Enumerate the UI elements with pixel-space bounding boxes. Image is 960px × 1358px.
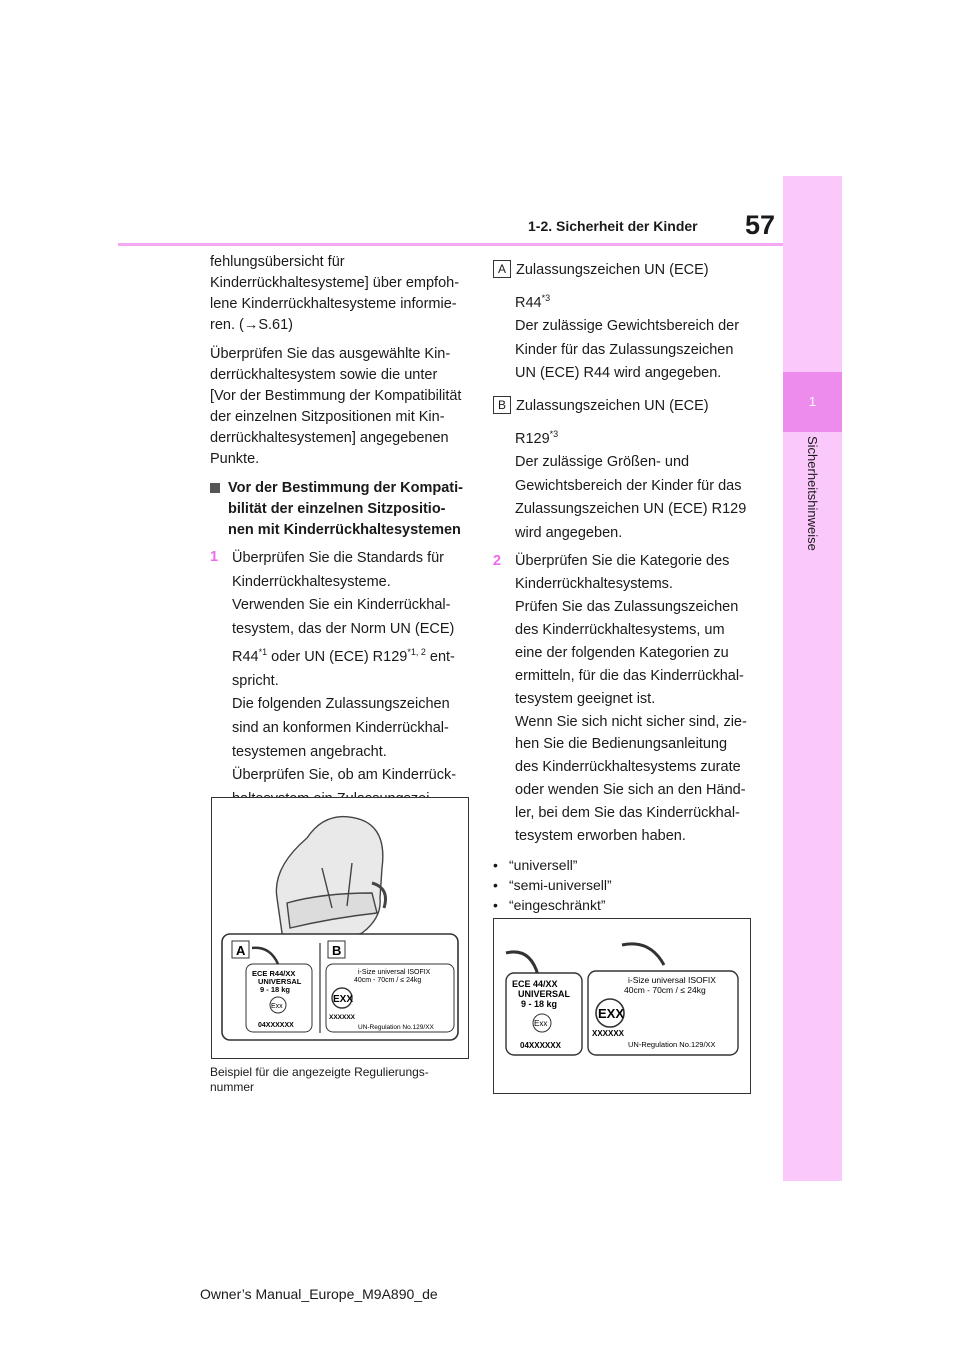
text-line: des Kinderrückhaltesystems zurate bbox=[515, 759, 741, 776]
text-line: Kinderrückhaltesysteme] über empfoh- bbox=[210, 275, 460, 291]
marker-b: B bbox=[332, 943, 342, 958]
r44-label-line: 9 - 18 kg bbox=[260, 985, 291, 994]
marker-a: A bbox=[493, 260, 511, 278]
child-seat-illustration bbox=[212, 798, 468, 1058]
text-line: Beispiel für die angezeigte Regulierungs- bbox=[210, 1065, 429, 1079]
labels-figure bbox=[493, 918, 751, 1094]
list-item: • “eingeschränkt” bbox=[493, 896, 606, 913]
isize-label-line: i-Size universal ISOFIX bbox=[358, 969, 431, 976]
text-line: R44$^{*3}$ bbox=[515, 293, 551, 311]
text-line: spricht. bbox=[232, 672, 279, 689]
section-title: 1-2. Sicherheit der Kinder bbox=[528, 218, 698, 234]
text-line: R44$^{*1}$ oder UN (ECE) R129$^{*1, 2}$ ent- bbox=[232, 647, 455, 666]
r44-label-line: UNIVERSAL bbox=[518, 989, 571, 999]
child-seat-figure bbox=[211, 797, 469, 1059]
paragraph-intro bbox=[210, 252, 475, 336]
text-line: Der zulässige Gewichtsbereich der bbox=[515, 318, 740, 335]
text-line: sind an konformen Kinderrückhal- bbox=[232, 719, 449, 736]
isize-label-line: i-Size universal ISOFIX bbox=[628, 975, 716, 985]
exx-mark: Exx bbox=[271, 1003, 283, 1010]
text-line: derrückhaltesystemen] angegebenen bbox=[210, 430, 449, 446]
text-line: des Kinderrückhaltesystems, um bbox=[515, 621, 725, 638]
step-number: 1 bbox=[210, 549, 219, 565]
chapter-label-text: Sicherheitshinweise bbox=[805, 436, 820, 551]
text-line: Zulassungszeichen UN (ECE) bbox=[516, 397, 709, 414]
text-line: Überprüfen Sie die Standards für bbox=[232, 550, 444, 566]
footnote-ref: *3 bbox=[549, 428, 559, 439]
page-reference-link[interactable]: ren. (→S.61) bbox=[210, 317, 293, 333]
figure-caption bbox=[210, 1065, 470, 1095]
text-line: ler, bei dem Sie das Kinderrückhal- bbox=[515, 805, 740, 822]
exx-mark: Exx bbox=[534, 1019, 548, 1028]
text-line: Kinderrückhaltesystems. bbox=[515, 576, 673, 593]
paragraph-check bbox=[210, 344, 475, 470]
text-line: fehlungsübersicht für bbox=[210, 254, 345, 270]
item-a-body bbox=[493, 287, 758, 386]
item-b-body bbox=[493, 423, 758, 545]
text-line: nen mit Kinderrückhaltesystemen bbox=[228, 522, 461, 538]
isize-number: XXXXXX bbox=[329, 1014, 356, 1021]
text-line: R129$^{*3}$ bbox=[515, 428, 559, 447]
text-line: Zulassungszeichen UN (ECE) bbox=[516, 262, 709, 278]
isize-number: XXXXXX bbox=[592, 1029, 625, 1038]
r44-label-line: ECE 44/XX bbox=[512, 979, 558, 989]
right-column bbox=[493, 260, 758, 935]
isize-regulation: UN-Regulation No.129/XX bbox=[358, 1024, 434, 1031]
text-line: UN (ECE) R44 wird angegeben. bbox=[515, 365, 722, 382]
page-number: 57 bbox=[745, 210, 776, 240]
text-line: Überprüfen Sie, ob am Kinderrück- bbox=[232, 767, 457, 784]
footer-text: Owner’s Manual_Europe_M9A890_de bbox=[200, 1286, 438, 1302]
exx-mark: EXX bbox=[333, 994, 354, 1005]
step-2 bbox=[493, 551, 758, 849]
text-line: derrückhaltesystem sowie die unter bbox=[210, 367, 438, 383]
r44-number: 04XXXXXX bbox=[520, 1041, 561, 1050]
list-item: • “semi-universell” bbox=[493, 876, 612, 893]
item-b-title bbox=[493, 396, 758, 417]
item-a-title bbox=[493, 260, 758, 281]
text-line: Überprüfen Sie die Kategorie des bbox=[515, 553, 730, 570]
text-line: [Vor der Bestimmung der Kompatibilität bbox=[210, 388, 462, 404]
text-line: wird angegeben. bbox=[515, 524, 623, 541]
r44-label-line: ECE R44/XX bbox=[252, 969, 296, 978]
text-line: der einzelnen Sitzpositionen mit Kin- bbox=[210, 409, 445, 425]
isize-label-line: 40cm - 70cm / ≤ 24kg bbox=[624, 985, 706, 995]
text-line: Punkte. bbox=[210, 451, 260, 467]
text-line: hen Sie die Bedienungsanleitung bbox=[515, 736, 728, 753]
list-item: • “universell” bbox=[493, 856, 578, 873]
subheading bbox=[210, 478, 475, 541]
chapter-tab[interactable]: 1 bbox=[783, 372, 842, 432]
footnote-ref: *1 bbox=[258, 647, 268, 658]
step-number: 2 bbox=[493, 553, 502, 570]
text-line: Wenn Sie sich nicht sicher sind, zie- bbox=[515, 713, 747, 730]
marker-a: A bbox=[236, 943, 246, 958]
text-line: Vor der Bestimmung der Kompati- bbox=[228, 480, 463, 496]
left-column bbox=[210, 252, 475, 841]
arrow-icon bbox=[622, 944, 664, 965]
text-line: ermitteln, für die das Kinderrückhal- bbox=[515, 667, 744, 684]
text-line: tesystem geeignet ist. bbox=[515, 690, 656, 707]
r44-label-line: UNIVERSAL bbox=[258, 977, 302, 986]
text-line: Verwenden Sie ein Kinderrückhal- bbox=[232, 597, 451, 614]
footnote-ref: *3 bbox=[541, 293, 551, 303]
r44-label-line: 9 - 18 kg bbox=[521, 999, 558, 1009]
square-bullet-icon bbox=[210, 483, 220, 493]
text-line: bilität der einzelnen Sitzpositio- bbox=[228, 501, 446, 517]
text-line: lene Kinderrückhaltesysteme informie- bbox=[210, 296, 457, 312]
marker-b: B bbox=[493, 396, 511, 414]
header-rule bbox=[118, 243, 783, 246]
text-line: Die folgenden Zulassungszeichen bbox=[232, 696, 450, 713]
text-line: Der zulässige Größen- und bbox=[515, 454, 690, 471]
text-line: Überprüfen Sie das ausgewählte Kin- bbox=[210, 346, 451, 362]
arrow-icon bbox=[506, 952, 538, 975]
text-line: eine der folgenden Kategorien zu bbox=[515, 644, 729, 661]
labels-illustration bbox=[494, 919, 750, 1093]
exx-mark: EXX bbox=[598, 1006, 625, 1021]
text-line: tesystem erworben haben. bbox=[515, 828, 686, 845]
side-strip bbox=[783, 176, 842, 1181]
text-line: Kinderrückhaltesysteme. bbox=[232, 573, 391, 590]
child-seat-icon bbox=[276, 817, 385, 949]
text-line: tesystem, das der Norm UN (ECE) bbox=[232, 620, 455, 637]
chapter-label bbox=[783, 432, 842, 592]
isize-regulation: UN-Regulation No.129/XX bbox=[628, 1040, 716, 1049]
r44-number: 04XXXXXX bbox=[258, 1022, 294, 1029]
text-line: Gewichtsbereich der Kinder für das bbox=[515, 477, 742, 494]
text-line: Prüfen Sie das Zulassungszeichen bbox=[515, 598, 739, 615]
isize-label-line: 40cm - 70cm / ≤ 24kg bbox=[354, 977, 422, 984]
text-line: tesystemen angebracht. bbox=[232, 743, 387, 760]
text-line: nummer bbox=[210, 1080, 255, 1094]
step-1 bbox=[210, 547, 475, 835]
footnote-ref: *1, 2 bbox=[407, 647, 426, 658]
text-line: Zulassungszeichen UN (ECE) R129 bbox=[515, 501, 747, 518]
text-line: oder wenden Sie sich an den Händ- bbox=[515, 782, 746, 799]
text-line: Kinder für das Zulassungszeichen bbox=[515, 341, 734, 358]
